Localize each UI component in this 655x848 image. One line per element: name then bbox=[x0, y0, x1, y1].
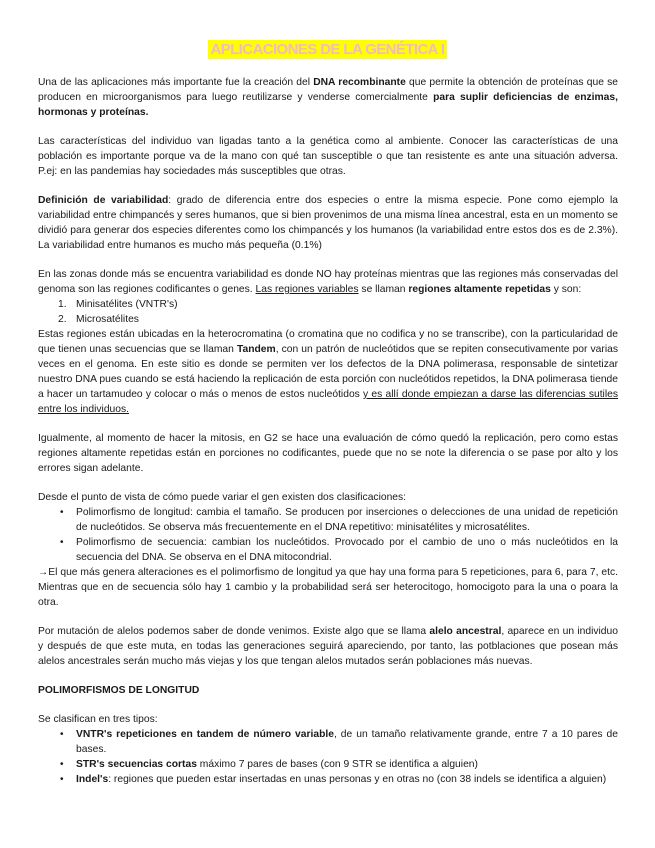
list-item-text: Minisatélites (VNTR's) bbox=[76, 299, 178, 310]
classification-list bbox=[38, 505, 618, 565]
list-item-text: : regiones que pueden estar insertadas en unas personas y en otras no (con 38 indels se identifica a alguien) bbox=[108, 774, 607, 785]
document-title: APLICACIONES DE LA GENÉTICA I bbox=[210, 41, 445, 58]
paragraph-caracteristicas: Las características del individuo van ligadas tanto a la genética como al ambiente. Conocer las características de una población es importante porque va de la mano con qué tan susceptible o que tan resistente es ante una situación adversa. P.ej: en las pandemias hay sociedades más susceptibles que otras. bbox=[38, 136, 618, 177]
paragraph-variabilidad bbox=[38, 193, 618, 253]
paragraph-tipos: Se clasifican en tres tipos: bbox=[38, 714, 158, 725]
paragraph-dna-recombinante bbox=[38, 75, 618, 120]
list-number: 2. bbox=[58, 314, 67, 325]
bullet-icon: • bbox=[60, 759, 64, 770]
paragraph-alelos bbox=[38, 624, 618, 669]
p9-bold-alelo: alelo ancestral bbox=[429, 626, 502, 637]
paragraph-alteraciones: →El que más genera alteraciones es el polimorfismo de longitud ya que hay una forma para 5 repeticiones, para 6, para 7, etc. Mientras que en de secuencia sólo hay 1 cambio y la probabilidad será ser heterocitogo, homocigoto para la una o poara la otra. bbox=[38, 567, 618, 608]
types-list bbox=[38, 727, 618, 787]
p4-underline-regiones: Las regiones variables bbox=[255, 284, 359, 295]
repeat-regions-list bbox=[38, 297, 618, 327]
list-item-text: , de un tamaño relativamente grande, entre 7 a 10 pares de bases. bbox=[76, 729, 618, 755]
bullet-icon: • bbox=[60, 729, 64, 740]
p4-text-c: se llaman bbox=[358, 284, 409, 295]
document-body bbox=[38, 75, 618, 787]
bullet-icon: • bbox=[60, 507, 64, 518]
p5-text-a: Estas regiones están ubicadas en la heterocromatina (o cromatina que no codifica y no se transcribe), con la particularidad de que tienen unas secuencias que se llaman bbox=[38, 329, 618, 355]
list-item-text: máximo 7 pares de bases (con 9 STR se identifica a alguien) bbox=[196, 759, 478, 770]
bullet-icon: • bbox=[60, 537, 64, 548]
list-item-text: Polimorfismo de secuencia: cambian los nucleótidos. Provocado por el cambio de uno o más nucleótidos en la secuencia del DNA. Se observa en el DNA mitocondrial. bbox=[76, 537, 618, 563]
p4-bold-repetidas: regiones altamente repetidas bbox=[408, 284, 551, 295]
p5-underline-diferencias: y es allí donde empiezan a darse las diferencias sutiles entre los individuos. bbox=[38, 389, 619, 415]
paragraph-heterocromatina bbox=[38, 327, 618, 417]
list-number: 1. bbox=[58, 299, 67, 310]
p1-bold-dna: DNA recombinante bbox=[313, 77, 406, 88]
paragraph-mitosis: Igualmente, al momento de hacer la mitosis, en G2 se hace una evaluación de cómo quedó la replicación, pero como estas regiones altamente repetidas están en porciones no codificantes, puede que no se note la diferencia o se pase por alto y los errores sigan adelante. bbox=[38, 433, 618, 474]
list-item-bold: Indel's bbox=[76, 774, 109, 785]
bullet-icon: • bbox=[60, 774, 64, 785]
list-item-text: Microsatélites bbox=[76, 314, 139, 325]
title-wrapper bbox=[0, 40, 655, 59]
p9-text-c: , aparece en un individuo y después de que este muta, en todas las generaciones seguirá apareciendo, por tanto, las potblaciones que posean más alelos ancestrales serán mucho más viejas y los que tengan alelos mutados serán poblaciones más nuevas. bbox=[38, 626, 618, 667]
list-item-bold: STR's secuencias cortas bbox=[76, 759, 197, 770]
variabilidad-text: : grado de diferencia entre dos especies o entre la misma especie. Pone como ejemplo la variabilidad entre chimpancés y seres humanos, que si bien provenimos de una misma línea ancestral, esta en un momento se dividió para generar dos especies diferentes como los chimpancés y los humanos (la variabilidad entre estos dos es de 2.3%). La variabilidad entre humanos es mucho más pequeña (0.1%) bbox=[38, 195, 619, 251]
list-item bbox=[38, 297, 618, 312]
list-item-text: Polimorfismo de longitud: cambia el tamaño. Se producen por inserciones o delecciones de una unidad de repetición de nucleótidos. Se observa más frecuentemente en el DNA repetitivo: minisatélites y microsatélites. bbox=[76, 507, 618, 533]
section-heading: POLIMORFISMOS DE LONGITUD bbox=[38, 685, 200, 696]
variabilidad-label: Definición de variabilidad bbox=[38, 195, 169, 206]
list-item bbox=[38, 312, 618, 327]
p4-text-e: y son: bbox=[550, 284, 582, 295]
paragraph-clasificaciones: Desde el punto de vista de cómo puede variar el gen existen dos clasificaciones: bbox=[38, 492, 407, 503]
list-item bbox=[38, 535, 618, 565]
list-item bbox=[38, 757, 618, 772]
p1-text-c: que permite la obtención de proteínas que se producen en microorganismos para luego reutilizarse y venderse comercialmente bbox=[38, 77, 618, 103]
p5-text-c: , con un patrón de nucleótidos que se repiten consecutivamente por varias veces en el genoma. En este sitio es donde se permiten ver los defectos de la DNA polimerasa, responsable de sintetizar nuestro DNA pues cuando se está haciendo la replicación de esta porción con nucleótidos repetidos, la DNA polimerasa tiende a hacer un tartamudeo y colocar o más o menos de estos nucleótidos bbox=[38, 344, 618, 400]
p1-text-a: Una de las aplicaciones más importante fue la creación del bbox=[38, 77, 314, 88]
p1-bold-suplir: para suplir deficiencias de enzimas, hormonas y proteínas. bbox=[38, 92, 618, 118]
paragraph-zonas bbox=[38, 267, 618, 297]
list-item bbox=[38, 727, 618, 757]
list-item-bold: VNTR's repeticiones en tandem de número variable bbox=[76, 729, 334, 740]
p5-bold-tandem: Tandem bbox=[236, 344, 276, 355]
p4-text-a: En las zonas donde más se encuentra variabilidad es donde NO hay proteínas mientras que las regiones más conservadas del genoma son las regiones codificantes o genes. bbox=[38, 269, 618, 295]
list-item bbox=[38, 505, 618, 535]
p9-text-a: Por mutación de alelos podemos saber de donde venimos. Existe algo que se llama bbox=[38, 626, 430, 637]
list-item bbox=[38, 772, 618, 787]
